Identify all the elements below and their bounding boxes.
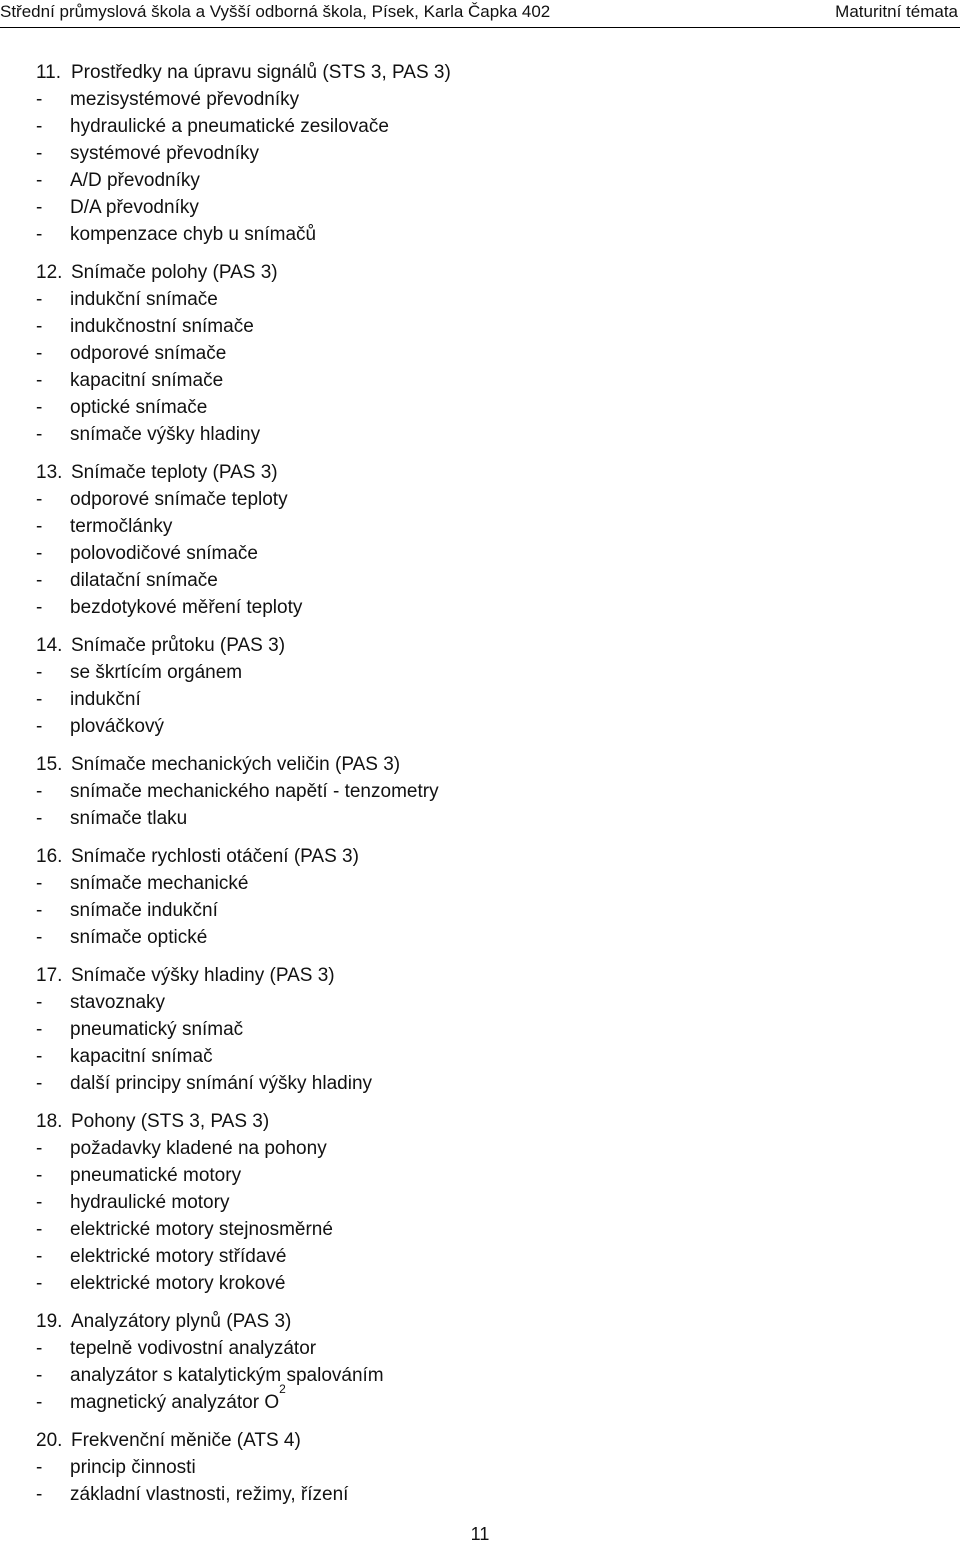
- list-item: [36, 1454, 936, 1481]
- list-item: [36, 1070, 936, 1097]
- list-item-text: další principy snímání výšky hladiny: [70, 1073, 373, 1094]
- list-item-text: tepelně vodivostní analyzátor: [70, 1338, 317, 1359]
- list-item-text: snímače mechanické: [70, 873, 249, 894]
- topic-heading: [36, 751, 936, 778]
- list-item: [36, 486, 936, 513]
- topic-heading: [36, 1308, 936, 1335]
- list-item-text: hydraulické a pneumatické zesilovače: [70, 116, 389, 137]
- list-item: [36, 594, 936, 621]
- list-item-text: odporové snímače: [70, 343, 227, 364]
- bullet-dash: -: [36, 992, 43, 1013]
- list-item-text: polovodičové snímače: [70, 543, 258, 564]
- list-item-text: systémové převodníky: [70, 143, 260, 164]
- bullet-dash: -: [36, 1165, 43, 1186]
- list-item-text: požadavky kladené na pohony: [70, 1138, 327, 1159]
- list-item: [36, 1481, 936, 1508]
- bullet-dash: -: [36, 143, 43, 164]
- list-item-text: analyzátor s katalytickým spalováním: [70, 1365, 384, 1386]
- list-item-text: magnetický analyzátor O: [70, 1392, 280, 1413]
- list-item-text: snímače indukční: [70, 900, 218, 921]
- list-item: [36, 870, 936, 897]
- list-item: [36, 1335, 936, 1362]
- list-item: [36, 167, 936, 194]
- list-item-text: mezisystémové převodníky: [70, 89, 300, 110]
- list-item: [36, 367, 936, 394]
- topic-title: Frekvenční měniče (ATS 4): [71, 1430, 301, 1451]
- page-number: 11: [470, 1524, 490, 1544]
- list-item-text: plováčkový: [70, 716, 164, 737]
- topic-heading: [36, 259, 936, 286]
- list-item: [36, 1189, 936, 1216]
- list-item: [36, 897, 936, 924]
- bullet-dash: -: [36, 1338, 43, 1359]
- list-item-text: termočlánky: [70, 516, 173, 537]
- topic-title: Snímače polohy (PAS 3): [71, 262, 278, 283]
- topics-list: [36, 59, 936, 1519]
- topic-section-12: [36, 259, 936, 448]
- bullet-dash: -: [36, 900, 43, 921]
- topic-heading: [36, 843, 936, 870]
- list-item: [36, 86, 936, 113]
- list-item-text: se škrtícím orgánem: [70, 662, 243, 683]
- topic-heading: [36, 1108, 936, 1135]
- list-item-text: pneumatický snímač: [70, 1019, 244, 1040]
- bullet-dash: -: [36, 662, 43, 683]
- topic-number: 19.: [36, 1311, 63, 1332]
- list-item-text: kapacitní snímače: [70, 370, 224, 391]
- list-item-text: A/D převodníky: [70, 170, 200, 191]
- topic-title: Snímače teploty (PAS 3): [71, 462, 278, 483]
- list-item: [36, 1382, 936, 1416]
- list-item-text: snímače optické: [70, 927, 208, 948]
- topic-section-20: [36, 1427, 936, 1508]
- bullet-dash: -: [36, 1246, 43, 1267]
- list-item: [36, 513, 936, 540]
- bullet-dash: -: [36, 1219, 43, 1240]
- bullet-dash: -: [36, 516, 43, 537]
- list-item-text: optické snímače: [70, 397, 208, 418]
- topic-title: Snímače výšky hladiny (PAS 3): [71, 965, 335, 986]
- bullet-dash: -: [36, 808, 43, 829]
- topic-title: Snímače průtoku (PAS 3): [71, 635, 286, 656]
- list-item-text: stavoznaky: [70, 992, 166, 1013]
- bullet-dash: -: [36, 716, 43, 737]
- bullet-dash: -: [36, 927, 43, 948]
- bullet-dash: -: [36, 1019, 43, 1040]
- topic-number: 14.: [36, 635, 63, 656]
- bullet-dash: -: [36, 1138, 43, 1159]
- topic-number: 13.: [36, 462, 63, 483]
- bullet-dash: -: [36, 597, 43, 618]
- header-document-title: Maturitní témata: [835, 2, 958, 21]
- list-item-text: snímače tlaku: [70, 808, 188, 829]
- list-item-text: princip činnosti: [70, 1457, 196, 1478]
- topic-heading: [36, 1427, 936, 1454]
- bullet-dash: -: [36, 1457, 43, 1478]
- list-item: [36, 540, 936, 567]
- list-item-text: indukční snímače: [70, 289, 218, 310]
- list-item-text: indukčnostní snímače: [70, 316, 254, 337]
- bullet-dash: -: [36, 781, 43, 802]
- topic-number: 18.: [36, 1111, 63, 1132]
- list-item: [36, 1216, 936, 1243]
- list-item-text: kapacitní snímač: [70, 1046, 213, 1067]
- topic-number: 12.: [36, 262, 63, 283]
- list-item: [36, 194, 936, 221]
- bullet-dash: -: [36, 570, 43, 591]
- topic-section-19: [36, 1308, 936, 1416]
- topic-title: Snímače mechanických veličin (PAS 3): [71, 754, 401, 775]
- list-item-text: hydraulické motory: [70, 1192, 230, 1213]
- list-item: [36, 1362, 936, 1389]
- topic-section-14: [36, 632, 936, 740]
- bullet-dash: -: [36, 316, 43, 337]
- list-item-text: elektrické motory stejnosměrné: [70, 1219, 333, 1240]
- bullet-dash: -: [36, 370, 43, 391]
- list-item: [36, 659, 936, 686]
- topic-section-15: [36, 751, 936, 832]
- topic-section-18: [36, 1108, 936, 1297]
- list-item: [36, 313, 936, 340]
- list-item-text: indukční: [70, 689, 141, 710]
- topic-title: Prostředky na úpravu signálů (STS 3, PAS 3): [71, 62, 451, 83]
- page-header: [0, 0, 960, 28]
- list-item: [36, 113, 936, 140]
- topic-number: 16.: [36, 846, 63, 867]
- list-item: [36, 1016, 936, 1043]
- topic-heading: [36, 459, 936, 486]
- bullet-dash: -: [36, 689, 43, 710]
- topic-title: Snímače rychlosti otáčení (PAS 3): [71, 846, 359, 867]
- list-item-text: snímače mechanického napětí - tenzometry: [70, 781, 439, 802]
- bullet-dash: -: [36, 873, 43, 894]
- topic-section-17: [36, 962, 936, 1097]
- topic-section-11: [36, 59, 936, 248]
- list-item: [36, 1243, 936, 1270]
- bullet-dash: -: [36, 197, 43, 218]
- bullet-dash: -: [36, 1046, 43, 1067]
- list-item: [36, 421, 936, 448]
- bullet-dash: -: [36, 1392, 43, 1413]
- list-item: [36, 340, 936, 367]
- bullet-dash: -: [36, 424, 43, 445]
- list-item: [36, 286, 936, 313]
- topic-number: 15.: [36, 754, 63, 775]
- list-item: [36, 221, 936, 248]
- list-item: [36, 1135, 936, 1162]
- list-item: [36, 686, 936, 713]
- topic-section-16: [36, 843, 936, 951]
- topic-title: Analyzátory plynů (PAS 3): [71, 1311, 292, 1332]
- bullet-dash: -: [36, 1192, 43, 1213]
- topic-heading: [36, 632, 936, 659]
- bullet-dash: -: [36, 1484, 43, 1505]
- list-item-text: D/A převodníky: [70, 197, 199, 218]
- list-item-text: základní vlastnosti, režimy, řízení: [70, 1484, 349, 1505]
- list-item: [36, 394, 936, 421]
- list-item: [36, 1043, 936, 1070]
- list-item: [36, 924, 936, 951]
- list-item-text: odporové snímače teploty: [70, 489, 288, 510]
- topic-heading: [36, 59, 936, 86]
- list-item-text: elektrické motory krokové: [70, 1273, 286, 1294]
- bullet-dash: -: [36, 170, 43, 191]
- header-school-name: Střední průmyslová škola a Vyšší odborná škola, Písek, Karla Čapka 402: [0, 2, 551, 21]
- list-item-text: bezdotykové měření teploty: [70, 597, 303, 618]
- list-item-text: elektrické motory střídavé: [70, 1246, 287, 1267]
- list-item-text: kompenzace chyb u snímačů: [70, 224, 317, 245]
- topic-section-13: [36, 459, 936, 621]
- list-item: [36, 989, 936, 1016]
- list-item: [36, 713, 936, 740]
- list-item: [36, 567, 936, 594]
- topic-heading: [36, 962, 936, 989]
- bullet-dash: -: [36, 1365, 43, 1386]
- list-item: [36, 1270, 936, 1297]
- bullet-dash: -: [36, 489, 43, 510]
- subscript-2: 2: [279, 1382, 286, 1396]
- bullet-dash: -: [36, 343, 43, 364]
- bullet-dash: -: [36, 397, 43, 418]
- list-item: [36, 140, 936, 167]
- bullet-dash: -: [36, 89, 43, 110]
- list-item-text: dilatační snímače: [70, 570, 218, 591]
- bullet-dash: -: [36, 1273, 43, 1294]
- topic-number: 11.: [36, 62, 62, 83]
- topic-number: 20.: [36, 1430, 63, 1451]
- list-item-text: snímače výšky hladiny: [70, 424, 261, 445]
- topic-number: 17.: [36, 965, 63, 986]
- list-item-text: pneumatické motory: [70, 1165, 242, 1186]
- bullet-dash: -: [36, 224, 43, 245]
- bullet-dash: -: [36, 543, 43, 564]
- list-item: [36, 778, 936, 805]
- topic-title: Pohony (STS 3, PAS 3): [71, 1111, 270, 1132]
- list-item: [36, 1162, 936, 1189]
- bullet-dash: -: [36, 1073, 43, 1094]
- bullet-dash: -: [36, 289, 43, 310]
- bullet-dash: -: [36, 116, 43, 137]
- list-item: [36, 805, 936, 832]
